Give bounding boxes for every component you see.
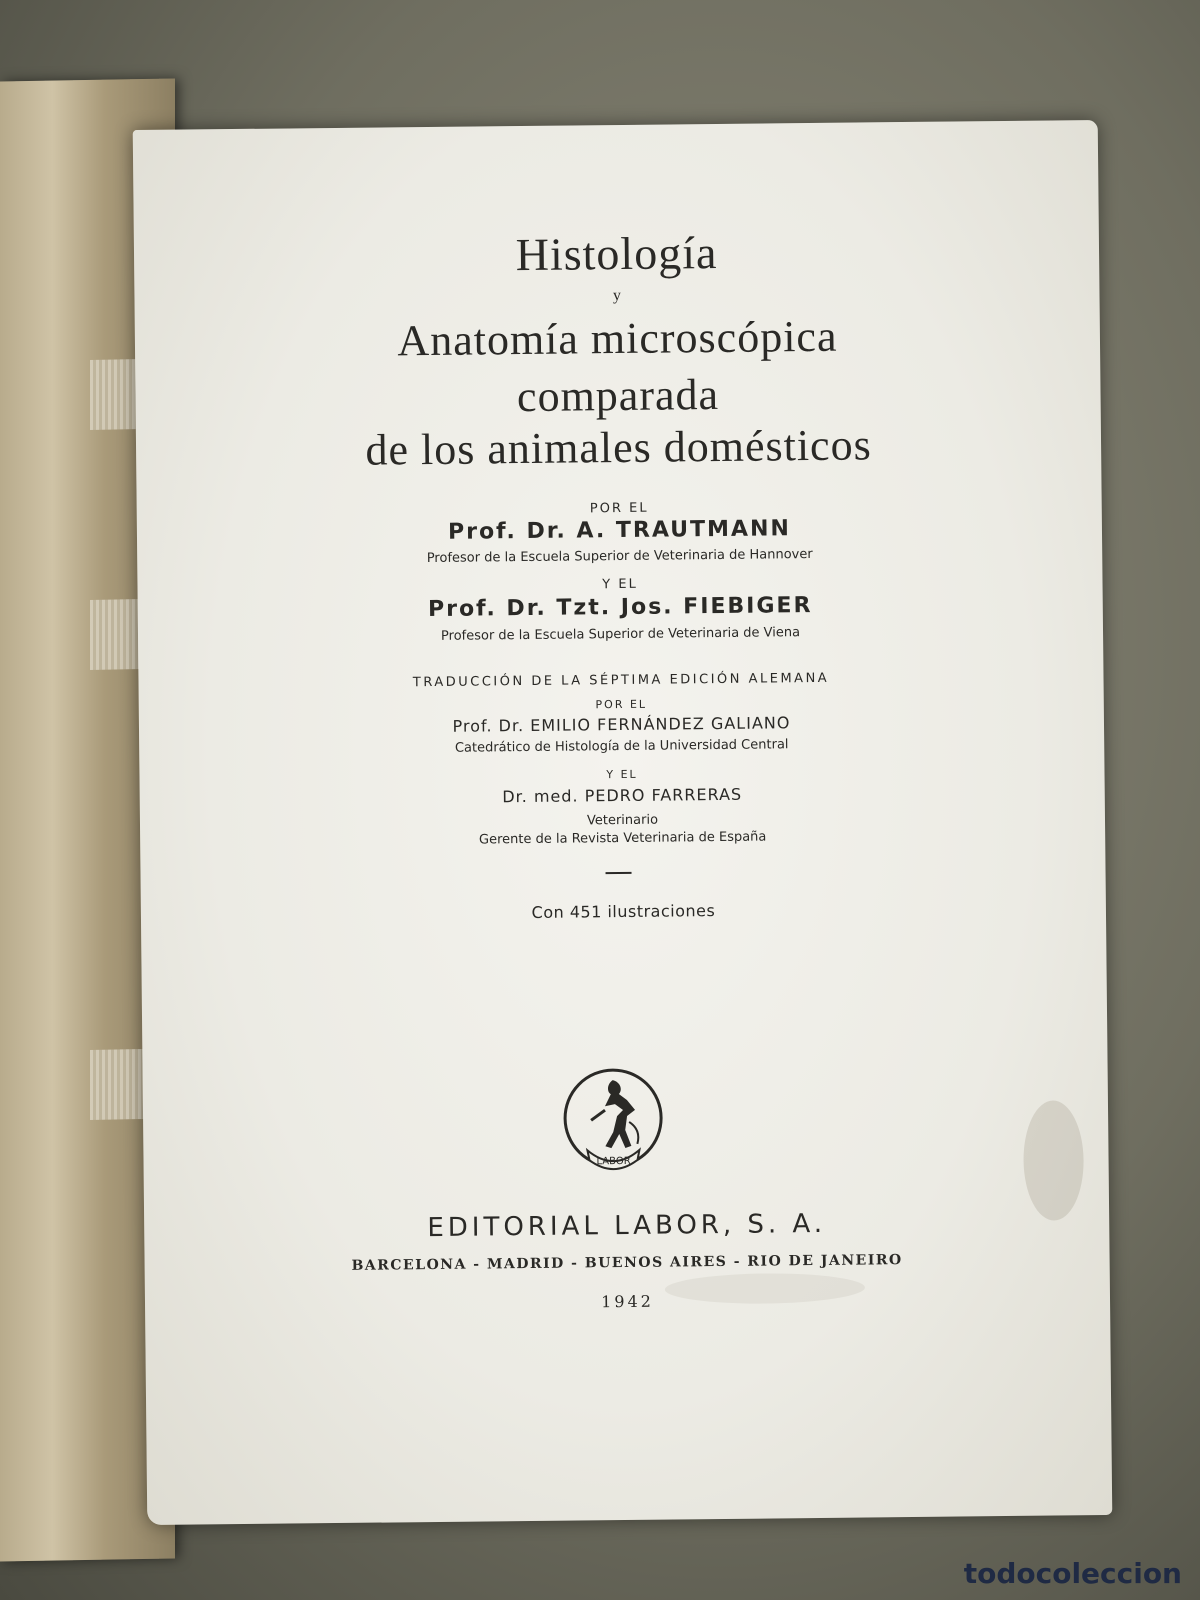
author-1-affiliation: Profesor de la Escuela Superior de Veterinaria de Hannover	[426, 546, 813, 567]
labor-logo	[552, 1059, 673, 1180]
title-line-4: de los animales domésticos	[365, 420, 872, 475]
publisher-cities: BARCELONA - MADRID - BUENOS AIRES - RIO DE JANEIRO	[351, 1252, 903, 1274]
divider-rule	[606, 872, 632, 874]
author-2: Prof. Dr. Tzt. Jos. FIEBIGER	[427, 592, 813, 623]
title-page	[133, 120, 1113, 1525]
title-line-2: Anatomía microscópica	[397, 311, 838, 366]
and-label: Y EL	[602, 576, 638, 593]
site-watermark: todocoleccion	[963, 1557, 1182, 1590]
illustrations-count: Con 451 ilustraciones	[531, 901, 716, 922]
by-label: POR EL	[595, 697, 648, 712]
title-page-content	[133, 120, 1113, 1525]
translator-2-role: Veterinario	[586, 812, 659, 829]
title-line-3: comparada	[516, 369, 720, 422]
author-2-affiliation: Profesor de la Escuela Superior de Veterinaria de Viena	[440, 625, 801, 644]
title-conjunction: y	[612, 286, 622, 305]
and-label: Y EL	[606, 767, 638, 782]
by-label: POR EL	[589, 500, 649, 517]
translator-1-affiliation: Catedrático de Histología de la Universidad Central	[454, 737, 789, 756]
translation-note: TRADUCCIÓN DE LA SÉPTIMA EDICIÓN ALEMANA	[412, 670, 830, 691]
translator-2: Dr. med. PEDRO FARRERAS	[502, 784, 743, 807]
translator-1: Prof. Dr. EMILIO FERNÁNDEZ GALIANO	[452, 713, 791, 736]
publisher-name: EDITORIAL LABOR, S. A.	[427, 1208, 827, 1244]
title-line-1: Histología	[515, 226, 718, 281]
publication-year: 1942	[601, 1291, 654, 1312]
labor-emblem-icon	[552, 1059, 673, 1180]
author-1: Prof. Dr. A. TRAUTMANN	[447, 516, 791, 545]
translator-2-affiliation: Gerente de la Revista Veterinaria de España	[478, 829, 767, 848]
logo-text: LABOR	[596, 1155, 631, 1168]
